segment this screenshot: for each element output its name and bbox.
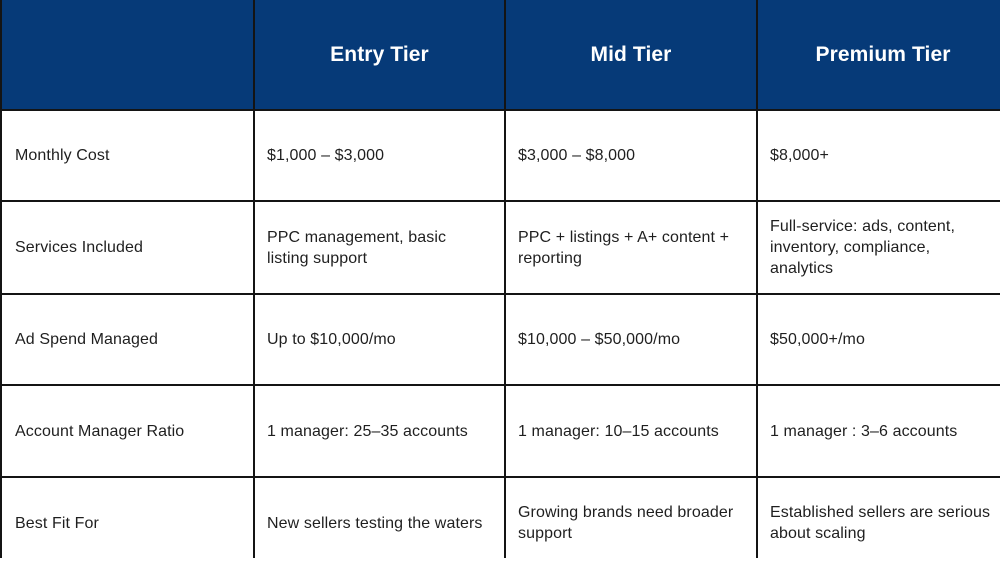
header-premium-tier: Premium Tier	[758, 0, 1000, 109]
row-label-monthly-cost: Monthly Cost	[2, 111, 253, 200]
row-label-best-fit-for: Best Fit For	[2, 478, 253, 568]
cell-ad-spend-mid: $10,000 – $50,000/mo	[506, 295, 756, 384]
cell-manager-ratio-entry: 1 manager: 25–35 accounts	[255, 386, 504, 476]
cell-services-included-entry: PPC management, basic listing support	[255, 202, 504, 293]
cell-best-fit-mid: Growing brands need broader support	[506, 478, 756, 568]
row-label-ad-spend-managed: Ad Spend Managed	[2, 295, 253, 384]
cell-monthly-cost-entry: $1,000 – $3,000	[255, 111, 504, 200]
header-entry-tier: Entry Tier	[255, 0, 504, 109]
row-label-services-included: Services Included	[2, 202, 253, 293]
cell-manager-ratio-mid: 1 manager: 10–15 accounts	[506, 386, 756, 476]
cell-manager-ratio-premium: 1 manager : 3–6 accounts	[758, 386, 1000, 476]
cell-ad-spend-entry: Up to $10,000/mo	[255, 295, 504, 384]
cell-ad-spend-premium: $50,000+/mo	[758, 295, 1000, 384]
row-label-account-manager-ratio: Account Manager Ratio	[2, 386, 253, 476]
cell-best-fit-entry: New sellers testing the waters	[255, 478, 504, 568]
cell-best-fit-premium: Established sellers are serious about scaling	[758, 478, 1000, 568]
cell-services-included-premium: Full-service: ads, content, inventory, compliance, analytics	[758, 202, 1000, 293]
header-mid-tier: Mid Tier	[506, 0, 756, 109]
cell-services-included-mid: PPC + listings + A+ content + reporting	[506, 202, 756, 293]
cell-monthly-cost-mid: $3,000 – $8,000	[506, 111, 756, 200]
header-corner-cell	[2, 0, 253, 109]
cell-monthly-cost-premium: $8,000+	[758, 111, 1000, 200]
